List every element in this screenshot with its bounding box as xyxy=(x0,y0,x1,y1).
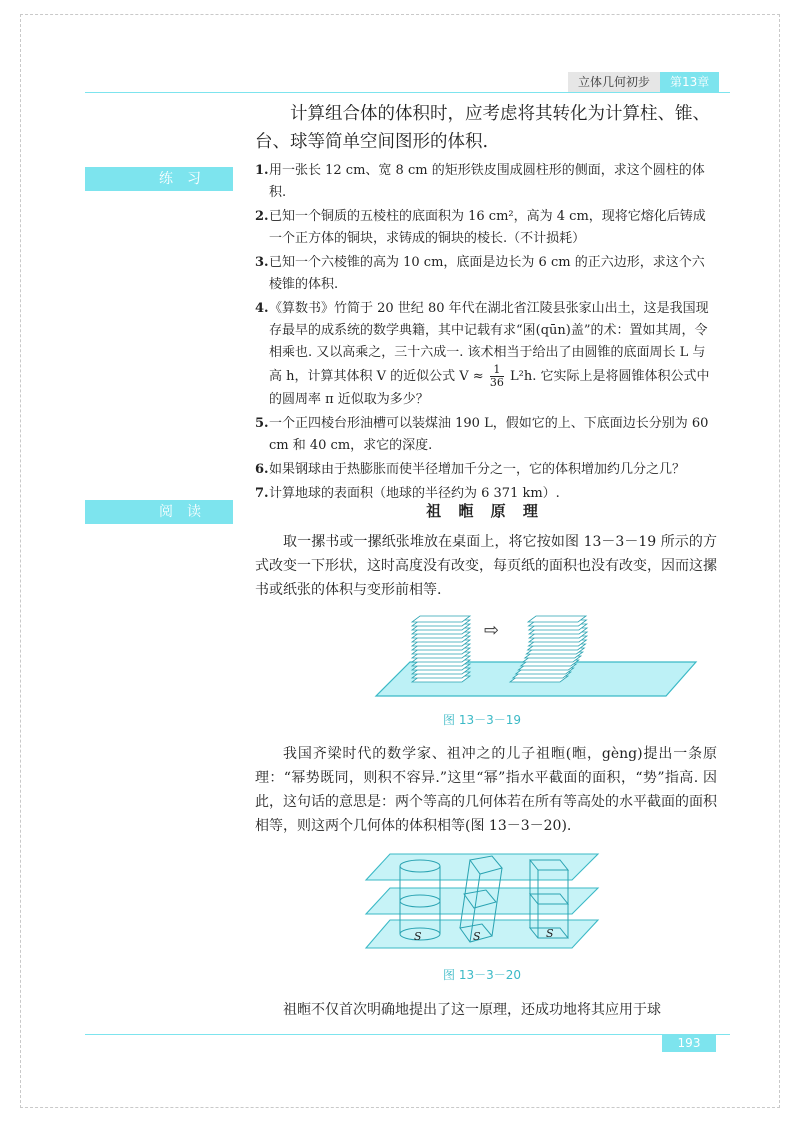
arrow-icon: ⇨ xyxy=(484,620,500,641)
chapter-header xyxy=(568,72,719,92)
reading-title: 祖 暅 原 理 xyxy=(426,502,544,520)
exercise-item xyxy=(255,413,717,457)
exercise-number: 1. xyxy=(255,163,269,178)
exercise-number: 2. xyxy=(255,209,269,224)
reading-label: 阅读 xyxy=(85,500,233,524)
reading-paragraph-2: 我国齐梁时代的数学家、祖冲之的儿子祖暅(暅，gèng)提出一条原理：“幂势既同，则积不容异.”这里“幂”指水平截面的面积，“势”指高. 因此，这句话的意思是：两个等高的几何体若在所有等高处的水平截面的面积相等，则这两个几何体的体积相等(图 13－3－20). xyxy=(255,746,717,834)
header-divider xyxy=(85,92,730,93)
exercise-number: 4. xyxy=(255,301,269,316)
exercise-text: 已知一个六棱锥的高为 10 cm，底面是边长为 6 cm 的正六边形，求这个六棱锥的体积. xyxy=(269,255,705,292)
exercise-number: 3. xyxy=(255,255,269,270)
figure-1-caption: 图 13－3－19 xyxy=(443,713,521,727)
exercise-text: 如果钢球由于热膨胀而使半径增加千分之一，它的体积增加约几分之几？ xyxy=(269,462,686,477)
exercise-text-b: L²h. 它实际上是将圆锥体积公式中的圆周率 π 近似取为多少？ xyxy=(269,369,710,407)
exercise-item xyxy=(255,206,717,250)
figure-paper-stack xyxy=(370,612,710,708)
exercise-text: 已知一个铜质的五棱柱的底面积为 16 cm²，高为 4 cm，现将它熔化后铸成一个正方体的铜块，求铸成的铜块的棱长.（不计损耗） xyxy=(269,209,706,246)
exercise-text: 计算地球的表面积（地球的半径约为 6 371 km）. xyxy=(269,486,560,501)
area-label-s: S xyxy=(473,930,481,943)
figure-equal-sections xyxy=(360,848,620,956)
exercise-number: 7. xyxy=(255,486,269,501)
middle-plane xyxy=(366,888,598,914)
chapter-label: 第13章 xyxy=(660,72,719,92)
fraction xyxy=(490,364,504,389)
exercise-list xyxy=(255,160,717,507)
area-label-s: S xyxy=(546,927,554,940)
exercise-number: 5. xyxy=(255,416,269,431)
exercises-label: 练习 xyxy=(85,167,233,191)
figure-2-caption: 图 13－3－20 xyxy=(443,968,521,982)
intro-paragraph: 计算组合体的体积时，应考虑将其转化为计算柱、锥、台、球等简单空间图形的体积. xyxy=(255,104,710,152)
page-number: 193 xyxy=(662,1034,716,1052)
exercise-text-a: 《算数书》竹简于 20 世纪 80 年代在湖北省江陵县张家山出土，这是我国现存最早的成系统的数学典籍，其中记载有求“囷(qūn)盖”的术：置如其周，令相乘也. 又以高乘之，三十六成一. 该术相当于给出了由圆锥的底面周长 L 与高 h，计算其体积 V 的近似公式 V ≈ xyxy=(269,301,709,384)
exercise-item xyxy=(255,160,717,204)
reading-paragraph-3: 祖暅不仅首次明确地提出了这一原理，还成功地将其应用于球 xyxy=(283,1002,661,1018)
exercise-text: 用一张长 12 cm、宽 8 cm 的矩形铁皮围成圆柱形的侧面，求这个圆柱的体积. xyxy=(269,163,705,200)
exercise-number: 6. xyxy=(255,462,269,477)
exercise-item xyxy=(255,298,717,411)
paper-sheet xyxy=(412,616,470,622)
reading-paragraph-1: 取一摞书或一摞纸张堆放在桌面上，将它按如图 13－3－19 所示的方式改变一下形状，这时高度没有改变，每页纸的面积也没有改变，因而这摞书或纸张的体积与变形前相等. xyxy=(255,534,717,598)
paper-sheet xyxy=(528,616,586,622)
exercise-text: 一个正四棱台形油槽可以装煤油 190 L，假如它的上、下底面边长分别为 60 cm 和 40 cm，求它的深度. xyxy=(269,416,709,453)
fraction-denominator: 36 xyxy=(489,376,504,389)
straight-stack xyxy=(412,616,470,682)
area-label-s: S xyxy=(414,930,422,943)
footer-divider xyxy=(85,1034,730,1035)
fraction-numerator: 1 xyxy=(490,364,504,377)
exercise-item xyxy=(255,459,717,481)
exercise-item xyxy=(255,252,717,296)
chapter-title: 立体几何初步 xyxy=(568,72,660,92)
